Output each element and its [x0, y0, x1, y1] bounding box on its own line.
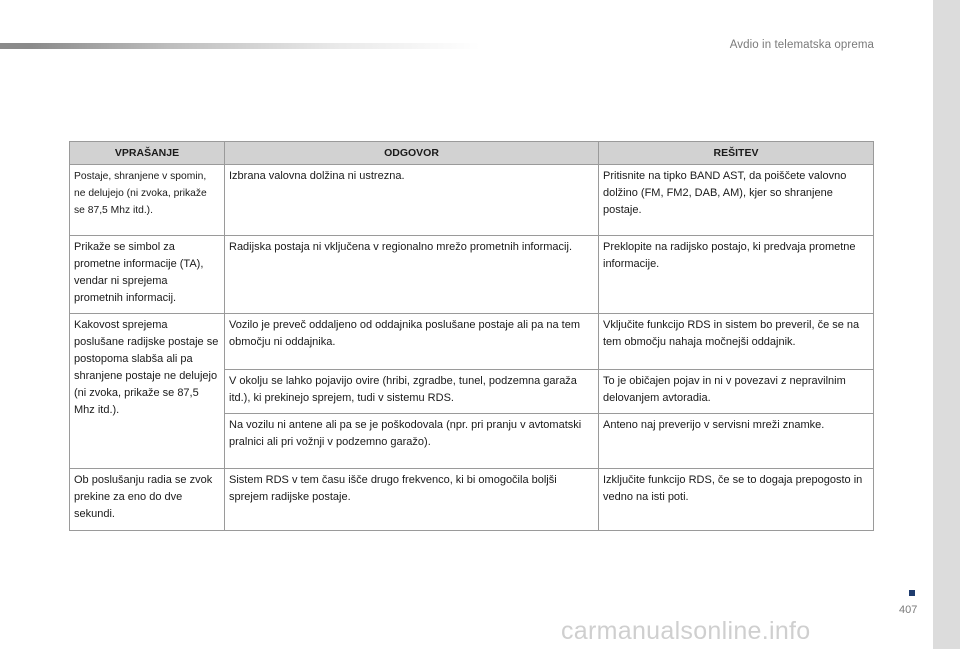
table-row: [70, 314, 874, 370]
question-cell: Ob poslušanju radia se zvok prekine za eno do dve sekundi.: [70, 469, 225, 531]
solution-cell: Vključite funkcijo RDS in sistem bo preveril, če se na tem območju nahaja močnejši oddajnik.: [599, 314, 874, 370]
page-number: 407: [899, 604, 918, 616]
column-header-answer: ODGOVOR: [225, 142, 599, 165]
page-marker-square: [909, 590, 915, 596]
question-cell: Kakovost sprejema poslušane radijske postaje se postopoma slabša ali pa shranjene postaje ne delujejo (ni zvoka, prikaže se 87,5 Mhz itd.).: [70, 314, 225, 469]
solution-cell: To je običajen pojav in ni v povezavi z nepravilnim delovanjem avtoradia.: [599, 370, 874, 414]
solution-cell: Pritisnite na tipko BAND AST, da poiščete valovno dolžino (FM, FM2, DAB, AM), kjer so shranjene postaje.: [599, 165, 874, 236]
solution-cell: Preklopite na radijsko postajo, ki predvaja prometne informacije.: [599, 236, 874, 314]
table-row: [70, 469, 874, 531]
question-cell: Prikaže se simbol za prometne informacije (TA), vendar ni sprejema prometnih informacij.: [70, 236, 225, 314]
answer-cell: Vozilo je preveč oddaljeno od oddajnika poslušane postaje ali pa na tem območju ni oddajnika.: [225, 314, 599, 370]
table-header-row: [70, 142, 874, 165]
page-edge-band: [933, 0, 960, 649]
answer-cell: Na vozilu ni antene ali pa se je poškodovala (npr. pri pranju v avtomatski pralnici ali pri vožnji v podzemno garažo).: [225, 414, 599, 469]
table-row: [70, 165, 874, 236]
header-rule: [0, 43, 480, 49]
solution-cell: Anteno naj preverijo v servisni mreži znamke.: [599, 414, 874, 469]
column-header-solution: REŠITEV: [599, 142, 874, 165]
question-cell: Postaje, shranjene v spomin, ne delujejo (ni zvoka, prikaže se 87,5 Mhz itd.).: [70, 165, 225, 236]
column-header-question: VPRAŠANJE: [70, 142, 225, 165]
solution-cell: Izključite funkcijo RDS, če se to dogaja prepogosto in vedno na isti poti.: [599, 469, 874, 531]
table-row: [70, 236, 874, 314]
section-title: Avdio in telematska oprema: [729, 39, 874, 51]
answer-cell: Radijska postaja ni vključena v regionalno mrežo prometnih informacij.: [225, 236, 599, 314]
answer-cell: Sistem RDS v tem času išče drugo frekvenco, ki bi omogočila boljši sprejem radijske postaje.: [225, 469, 599, 531]
troubleshooting-table: [69, 141, 874, 531]
watermark: carmanualsonline.info: [561, 617, 811, 645]
answer-cell: Izbrana valovna dolžina ni ustrezna.: [225, 165, 599, 236]
answer-cell: V okolju se lahko pojavijo ovire (hribi, zgradbe, tunel, podzemna garaža itd.), ki prekinejo sprejem, tudi v sistemu RDS.: [225, 370, 599, 414]
